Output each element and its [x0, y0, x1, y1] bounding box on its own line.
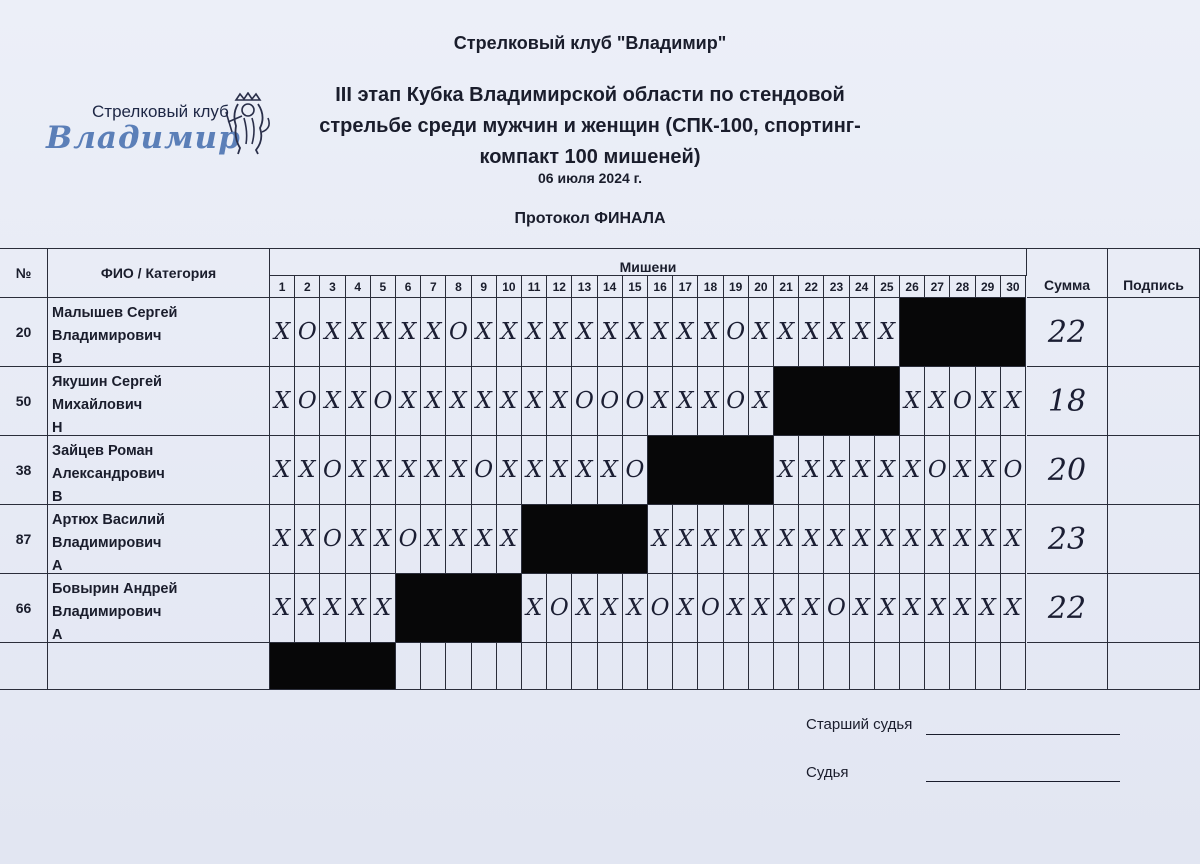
shot-mark[interactable]: X [421, 505, 446, 574]
senior-judge-signature-line[interactable] [926, 734, 1120, 735]
shot-mark[interactable]: X [320, 298, 345, 367]
row-number: 87 [0, 505, 48, 574]
shot-mark[interactable]: X [673, 367, 698, 436]
target-number: 25 [875, 276, 900, 298]
shot-mark[interactable]: O [950, 367, 975, 436]
col-sign-header: Подпись [1108, 248, 1200, 298]
row-number: 66 [0, 574, 48, 643]
shot-mark[interactable]: X [446, 367, 471, 436]
shot-mark[interactable]: X [371, 505, 396, 574]
blocked-targets [648, 436, 774, 505]
shot-mark[interactable]: O [623, 367, 648, 436]
judge-label: Судья [806, 764, 849, 781]
shot-mark[interactable]: X [749, 574, 774, 643]
participant-name-line: Малышев Сергей [52, 305, 178, 321]
shot-mark[interactable]: X [824, 436, 849, 505]
shot-mark[interactable]: X [850, 505, 875, 574]
participant-name [48, 298, 270, 367]
shot-mark[interactable]: X [774, 298, 799, 367]
shot-mark[interactable]: X [346, 436, 371, 505]
score-sum: 23 [1027, 505, 1108, 574]
col-sum-header: Сумма [1027, 248, 1108, 298]
shot-mark[interactable] [824, 643, 849, 690]
shot-mark[interactable]: X [850, 436, 875, 505]
shot-mark[interactable]: X [698, 298, 723, 367]
participant-category: А [52, 558, 63, 574]
target-number: 24 [850, 276, 875, 298]
shot-mark[interactable]: X [421, 436, 446, 505]
shot-mark[interactable]: X [648, 298, 673, 367]
blocked-targets [270, 643, 396, 690]
shot-mark[interactable]: X [497, 436, 522, 505]
blocked-targets [522, 505, 648, 574]
target-number: 1 [270, 276, 295, 298]
target-number: 11 [522, 276, 547, 298]
shot-mark[interactable]: O [295, 367, 320, 436]
shot-mark[interactable] [749, 643, 774, 690]
shot-mark[interactable] [950, 643, 975, 690]
target-number: 17 [673, 276, 698, 298]
signature-cell[interactable] [1108, 643, 1200, 690]
shot-mark[interactable]: X [497, 367, 522, 436]
row-number: 50 [0, 367, 48, 436]
target-number: 18 [698, 276, 723, 298]
target-number: 16 [648, 276, 673, 298]
target-number: 20 [749, 276, 774, 298]
shot-mark[interactable]: O [396, 505, 421, 574]
target-number: 28 [950, 276, 975, 298]
row-number [0, 643, 48, 690]
target-number: 5 [371, 276, 396, 298]
shot-mark[interactable]: X [522, 574, 547, 643]
protocol-title: Протокол ФИНАЛА [514, 210, 666, 227]
shot-mark[interactable]: O [598, 367, 623, 436]
shot-mark[interactable]: O [295, 298, 320, 367]
target-number: 19 [724, 276, 749, 298]
shot-mark[interactable]: X [371, 298, 396, 367]
shot-mark[interactable]: X [396, 436, 421, 505]
row-number: 38 [0, 436, 48, 505]
shot-mark[interactable] [673, 643, 698, 690]
shot-mark[interactable]: X [799, 298, 824, 367]
shot-mark[interactable]: X [320, 367, 345, 436]
target-number: 9 [472, 276, 497, 298]
shot-mark[interactable]: X [976, 367, 1001, 436]
shot-mark[interactable]: X [270, 367, 295, 436]
target-number: 2 [295, 276, 320, 298]
shot-mark[interactable]: X [472, 298, 497, 367]
shot-mark[interactable]: X [598, 436, 623, 505]
shot-mark[interactable]: X [673, 298, 698, 367]
shot-mark[interactable]: X [522, 367, 547, 436]
shot-mark[interactable]: O [648, 574, 673, 643]
shot-mark[interactable]: O [547, 574, 572, 643]
shot-mark[interactable]: X [976, 436, 1001, 505]
shot-mark[interactable]: X [950, 436, 975, 505]
shot-mark[interactable]: X [976, 505, 1001, 574]
score-sum: 22 [1027, 574, 1108, 643]
shot-mark[interactable]: X [900, 436, 925, 505]
participant-category: В [52, 489, 63, 505]
shot-mark[interactable]: O [320, 436, 345, 505]
shot-mark[interactable] [472, 643, 497, 690]
participant-name-line: Владимирович [52, 328, 162, 344]
shot-mark[interactable]: X [799, 436, 824, 505]
participant-name [48, 574, 270, 643]
shot-mark[interactable]: X [875, 298, 900, 367]
shot-mark[interactable] [598, 643, 623, 690]
shot-mark[interactable]: X [850, 574, 875, 643]
shot-mark[interactable]: O [925, 436, 950, 505]
col-number-header: № [0, 248, 48, 298]
shot-mark[interactable]: X [572, 436, 597, 505]
shot-mark[interactable]: X [824, 298, 849, 367]
shot-mark[interactable]: X [497, 505, 522, 574]
shot-mark[interactable]: X [270, 436, 295, 505]
shot-mark[interactable]: X [724, 505, 749, 574]
shot-mark[interactable] [875, 643, 900, 690]
target-number: 7 [421, 276, 446, 298]
shot-mark[interactable]: X [1001, 367, 1026, 436]
shot-mark[interactable]: X [522, 298, 547, 367]
shot-mark[interactable]: X [900, 574, 925, 643]
signature-cell[interactable] [1108, 436, 1200, 505]
shot-mark[interactable]: X [446, 505, 471, 574]
blocked-targets [774, 367, 900, 436]
shot-mark[interactable]: X [1001, 574, 1026, 643]
shot-mark[interactable]: X [623, 574, 648, 643]
participant-name [48, 505, 270, 574]
score-sum: 20 [1027, 436, 1108, 505]
score-sum [1027, 643, 1108, 690]
shot-mark[interactable]: X [371, 574, 396, 643]
blocked-targets [900, 298, 1026, 367]
shot-mark[interactable]: X [925, 367, 950, 436]
lion-emblem-icon [222, 92, 274, 158]
shot-mark[interactable]: X [673, 505, 698, 574]
signature-cell[interactable] [1108, 367, 1200, 436]
shot-mark[interactable]: X [295, 574, 320, 643]
target-number: 4 [346, 276, 371, 298]
shot-mark[interactable] [623, 643, 648, 690]
shot-mark[interactable]: X [598, 574, 623, 643]
shot-mark[interactable] [1001, 643, 1026, 690]
shot-mark[interactable]: X [724, 574, 749, 643]
logo-big-text: Владимир [46, 120, 241, 156]
senior-judge-label: Старший судья [806, 716, 913, 733]
target-number: 30 [1001, 276, 1026, 298]
shot-mark[interactable]: O [320, 505, 345, 574]
shot-mark[interactable] [421, 643, 446, 690]
event-date: 06 июля 2024 г. [538, 170, 642, 186]
shot-mark[interactable]: X [799, 574, 824, 643]
shot-mark[interactable]: X [774, 574, 799, 643]
row-number: 20 [0, 298, 48, 367]
shot-mark[interactable]: X [346, 367, 371, 436]
signature-cell[interactable] [1108, 298, 1200, 367]
shot-mark[interactable]: X [749, 298, 774, 367]
shot-mark[interactable] [976, 643, 1001, 690]
shot-mark[interactable]: X [749, 367, 774, 436]
participant-category: А [52, 627, 63, 643]
participant-category: В [52, 351, 63, 367]
shot-mark[interactable]: X [295, 436, 320, 505]
shot-mark[interactable]: X [497, 298, 522, 367]
shot-mark[interactable]: X [950, 574, 975, 643]
target-number: 3 [320, 276, 345, 298]
signature-cell[interactable] [1108, 574, 1200, 643]
shot-mark[interactable]: X [875, 436, 900, 505]
shot-mark[interactable]: X [900, 367, 925, 436]
shot-mark[interactable]: X [623, 298, 648, 367]
col-name-header: ФИО / Категория [48, 248, 270, 298]
shot-mark[interactable]: X [598, 298, 623, 367]
shot-mark[interactable]: X [875, 505, 900, 574]
shot-mark[interactable]: X [824, 505, 849, 574]
shot-mark[interactable]: X [396, 298, 421, 367]
shot-mark[interactable] [698, 643, 723, 690]
shot-mark[interactable]: X [900, 505, 925, 574]
shot-mark[interactable]: X [774, 505, 799, 574]
score-sum: 22 [1027, 298, 1108, 367]
shot-mark[interactable] [572, 643, 597, 690]
shot-mark[interactable]: O [623, 436, 648, 505]
shot-mark[interactable]: X [774, 436, 799, 505]
shot-mark[interactable]: X [673, 574, 698, 643]
shot-mark[interactable]: X [522, 436, 547, 505]
shot-mark[interactable] [648, 643, 673, 690]
shot-mark[interactable]: X [950, 505, 975, 574]
shot-mark[interactable] [900, 643, 925, 690]
event-title: III этап Кубка Владимирской области по стендовой стрельбе среди мужчин и женщин (СПК-100, спортинг-компакт 100 мишеней) [319, 84, 861, 168]
shot-mark[interactable]: X [270, 505, 295, 574]
shot-mark[interactable]: X [371, 436, 396, 505]
target-number: 23 [824, 276, 849, 298]
participant-name [48, 643, 270, 690]
target-number: 12 [547, 276, 572, 298]
shot-mark[interactable] [925, 643, 950, 690]
shot-mark[interactable]: O [698, 574, 723, 643]
shot-mark[interactable]: X [648, 367, 673, 436]
target-number: 6 [396, 276, 421, 298]
participant-name-line: Владимирович [52, 535, 162, 551]
shot-mark[interactable]: X [270, 298, 295, 367]
shot-mark[interactable]: X [925, 505, 950, 574]
shot-mark[interactable]: X [850, 298, 875, 367]
shot-mark[interactable]: X [799, 505, 824, 574]
shot-mark[interactable]: X [421, 367, 446, 436]
shot-mark[interactable]: X [698, 367, 723, 436]
target-number: 26 [900, 276, 925, 298]
shot-mark[interactable]: X [925, 574, 950, 643]
participant-name [48, 367, 270, 436]
shot-mark[interactable]: X [1001, 505, 1026, 574]
shot-mark[interactable]: O [572, 367, 597, 436]
target-number: 13 [572, 276, 597, 298]
shot-mark[interactable]: O [724, 367, 749, 436]
shot-mark[interactable]: O [446, 298, 471, 367]
blocked-targets [396, 574, 522, 643]
shot-mark[interactable]: X [472, 367, 497, 436]
target-number: 22 [799, 276, 824, 298]
target-number: 8 [446, 276, 471, 298]
shot-mark[interactable]: X [749, 505, 774, 574]
shot-mark[interactable] [547, 643, 572, 690]
club-name: Стрелковый клуб "Владимир" [453, 33, 727, 53]
shot-mark[interactable]: X [346, 574, 371, 643]
score-sum: 18 [1027, 367, 1108, 436]
shot-mark[interactable] [799, 643, 824, 690]
shot-mark[interactable]: X [547, 367, 572, 436]
shot-mark[interactable]: X [875, 574, 900, 643]
participant-name-line: Владимирович [52, 604, 162, 620]
participant-name-line: Зайцев Роман [52, 443, 154, 459]
shot-mark[interactable]: O [472, 436, 497, 505]
shot-mark[interactable]: X [396, 367, 421, 436]
shot-mark[interactable] [774, 643, 799, 690]
shot-mark[interactable] [446, 643, 471, 690]
judge-signature-line[interactable] [926, 781, 1120, 782]
target-number: 10 [497, 276, 522, 298]
shot-mark[interactable]: X [572, 574, 597, 643]
shot-mark[interactable]: X [976, 574, 1001, 643]
shot-mark[interactable] [497, 643, 522, 690]
shot-mark[interactable]: X [547, 298, 572, 367]
shot-mark[interactable]: X [698, 505, 723, 574]
signature-cell[interactable] [1108, 505, 1200, 574]
participant-name-line: Михайлович [52, 397, 143, 413]
participant-name-line: Александрович [52, 466, 165, 482]
target-number: 27 [925, 276, 950, 298]
participant-name [48, 436, 270, 505]
shot-mark[interactable]: X [270, 574, 295, 643]
shot-mark[interactable]: O [371, 367, 396, 436]
shot-mark[interactable]: X [572, 298, 597, 367]
shot-mark[interactable]: X [421, 298, 446, 367]
target-number: 14 [598, 276, 623, 298]
shot-mark[interactable]: X [346, 505, 371, 574]
participant-category: Н [52, 420, 63, 436]
shot-mark[interactable]: X [446, 436, 471, 505]
participant-name-line: Артюх Василий [52, 512, 165, 528]
shot-mark[interactable] [724, 643, 749, 690]
target-number: 29 [976, 276, 1001, 298]
shot-mark[interactable] [522, 643, 547, 690]
target-number: 15 [623, 276, 648, 298]
shot-mark[interactable]: X [472, 505, 497, 574]
shot-mark[interactable]: O [824, 574, 849, 643]
col-targets-header: Мишени [270, 248, 1027, 276]
shot-mark[interactable]: O [724, 298, 749, 367]
participant-name-line: Якушин Сергей [52, 374, 162, 390]
shot-mark[interactable] [396, 643, 421, 690]
shot-mark[interactable]: X [295, 505, 320, 574]
logo-small-text: Стрелковый клуб [92, 102, 229, 121]
participant-name-line: Бовырин Андрей [52, 581, 178, 597]
shot-mark[interactable]: X [346, 298, 371, 367]
club-logo [46, 92, 276, 162]
shot-mark[interactable]: X [547, 436, 572, 505]
shot-mark[interactable] [850, 643, 875, 690]
shot-mark[interactable]: X [320, 574, 345, 643]
shot-mark[interactable]: X [648, 505, 673, 574]
shot-mark[interactable]: O [1001, 436, 1026, 505]
target-number: 21 [774, 276, 799, 298]
